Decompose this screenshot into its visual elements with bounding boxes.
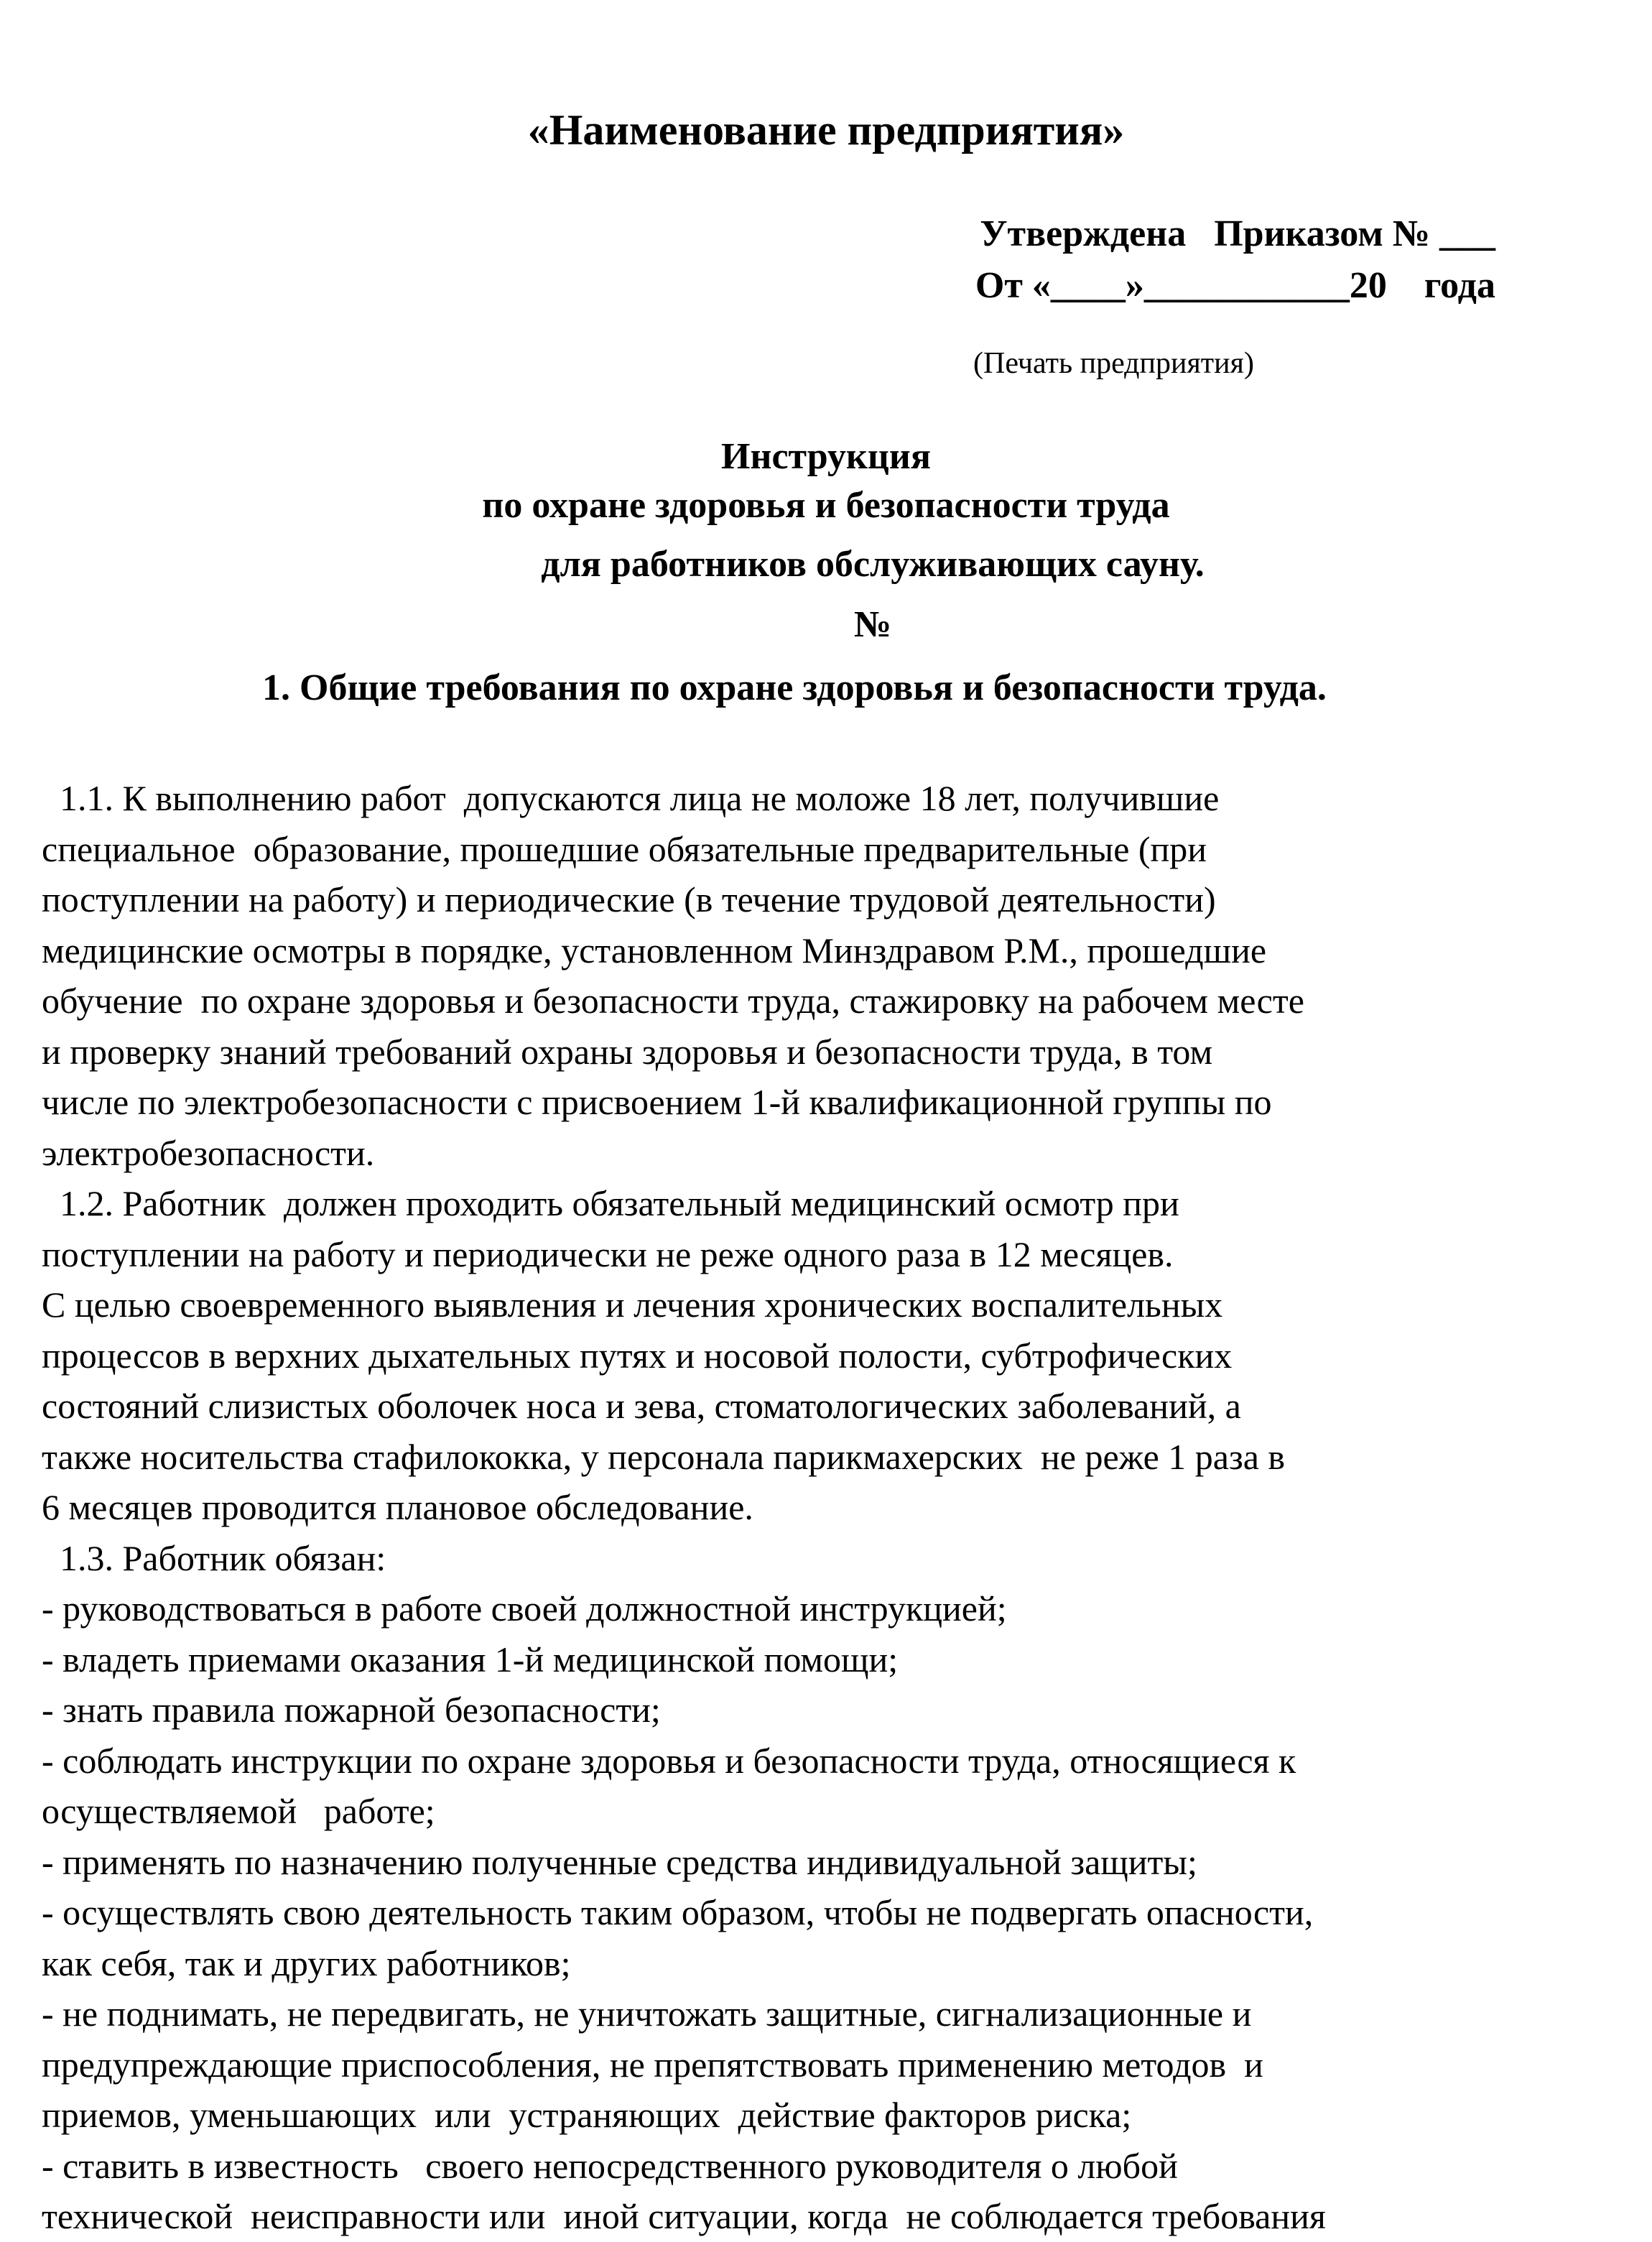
body-line: состояний слизистых оболочек носа и зева, стоматологических заболеваний, а	[42, 1386, 1241, 1426]
body-line: предупреждающие приспособления, не препятствовать применению методов и	[42, 2044, 1263, 2085]
stamp-placeholder: (Печать предприятия)	[973, 347, 1254, 380]
body-line: поступлении на работу) и периодические (в течение трудовой деятельности)	[42, 879, 1216, 920]
body-line: 1.1. К выполнению работ допускаются лица не моложе 18 лет, получившие	[42, 778, 1220, 818]
body-line: - владеть приемами оказания 1-й медицинской помощи;	[42, 1639, 899, 1680]
body-line: - применять по назначению полученные средства индивидуальной защиты;	[42, 1841, 1197, 1882]
body-line: поступлении на работу и периодически не реже одного раза в 12 месяцев.	[42, 1233, 1174, 1274]
body-line: также носительства стафилококка, у персонала парикмахерских не реже 1 раза в	[42, 1436, 1286, 1477]
body-line: - руководствоваться в работе своей должностной инструкцией;	[42, 1588, 1007, 1629]
body-line: - знать правила пожарной безопасности;	[42, 1690, 661, 1730]
section-heading: 1. Общие требования по охране здоровья и безопасности труда.	[262, 667, 1327, 708]
body-line: С целью своевременного выявления и лечения хронических воспалительных	[42, 1284, 1223, 1325]
body-line: как себя, так и других работников;	[42, 1942, 571, 1983]
body-line: электробезопасности.	[42, 1132, 375, 1173]
body-line: - не поднимать, не передвигать, не уничтожать защитные, сигнализационные и	[42, 1993, 1252, 2034]
body-line: обучение по охране здоровья и безопасности труда, стажировку на рабочем месте	[42, 981, 1304, 1021]
body-line: осуществляемой работе;	[42, 1791, 435, 1831]
body-line: 1.2. Работник должен проходить обязательный медицинский осмотр при	[42, 1183, 1179, 1223]
organization-name: «Наименование предприятия»	[527, 106, 1125, 154]
approval-date-line: От «____»___________20 года	[975, 265, 1495, 306]
body-line: - ставить в известность своего непосредственного руководителя о любой	[42, 2145, 1178, 2186]
body-line: медицинские осмотры в порядке, установленном Минздравом Р.М., прошедшие	[42, 930, 1267, 971]
body-line: и проверку знаний требований охраны здоровья и безопасности труда, в том	[42, 1031, 1213, 1072]
document-subtitle: по охране здоровья и безопасности труда	[482, 485, 1170, 526]
body-line: процессов в верхних дыхательных путях и носовой полости, субтрофических	[42, 1335, 1233, 1376]
section-body	[42, 773, 1622, 2242]
body-line: - соблюдать инструкции по охране здоровья и безопасности труда, относящиеся к	[42, 1740, 1296, 1781]
body-line: технической неисправности или иной ситуации, когда не соблюдается требования	[42, 2196, 1326, 2236]
document-number: №	[853, 604, 892, 645]
body-line: числе по электробезопасности с присвоением 1-й квалификационной группы по	[42, 1082, 1272, 1122]
body-line: 6 месяцев проводится плановое обследование.	[42, 1487, 753, 1527]
document-title: Инструкция	[721, 436, 931, 477]
body-line: специальное образование, прошедшие обязательные предварительные (при	[42, 828, 1207, 869]
body-line: приемов, уменьшающих или устраняющих действие факторов риска;	[42, 2095, 1132, 2135]
approval-order-line: Утверждена Приказом № ___	[980, 213, 1495, 254]
document-subtitle-target: для работников обслуживающих сауну.	[541, 544, 1205, 585]
body-line: - осуществлять свою деятельность таким образом, чтобы не подвергать опасности,	[42, 1892, 1314, 1932]
approval-block	[975, 208, 1495, 312]
body-line: 1.3. Работник обязан:	[42, 1537, 386, 1578]
